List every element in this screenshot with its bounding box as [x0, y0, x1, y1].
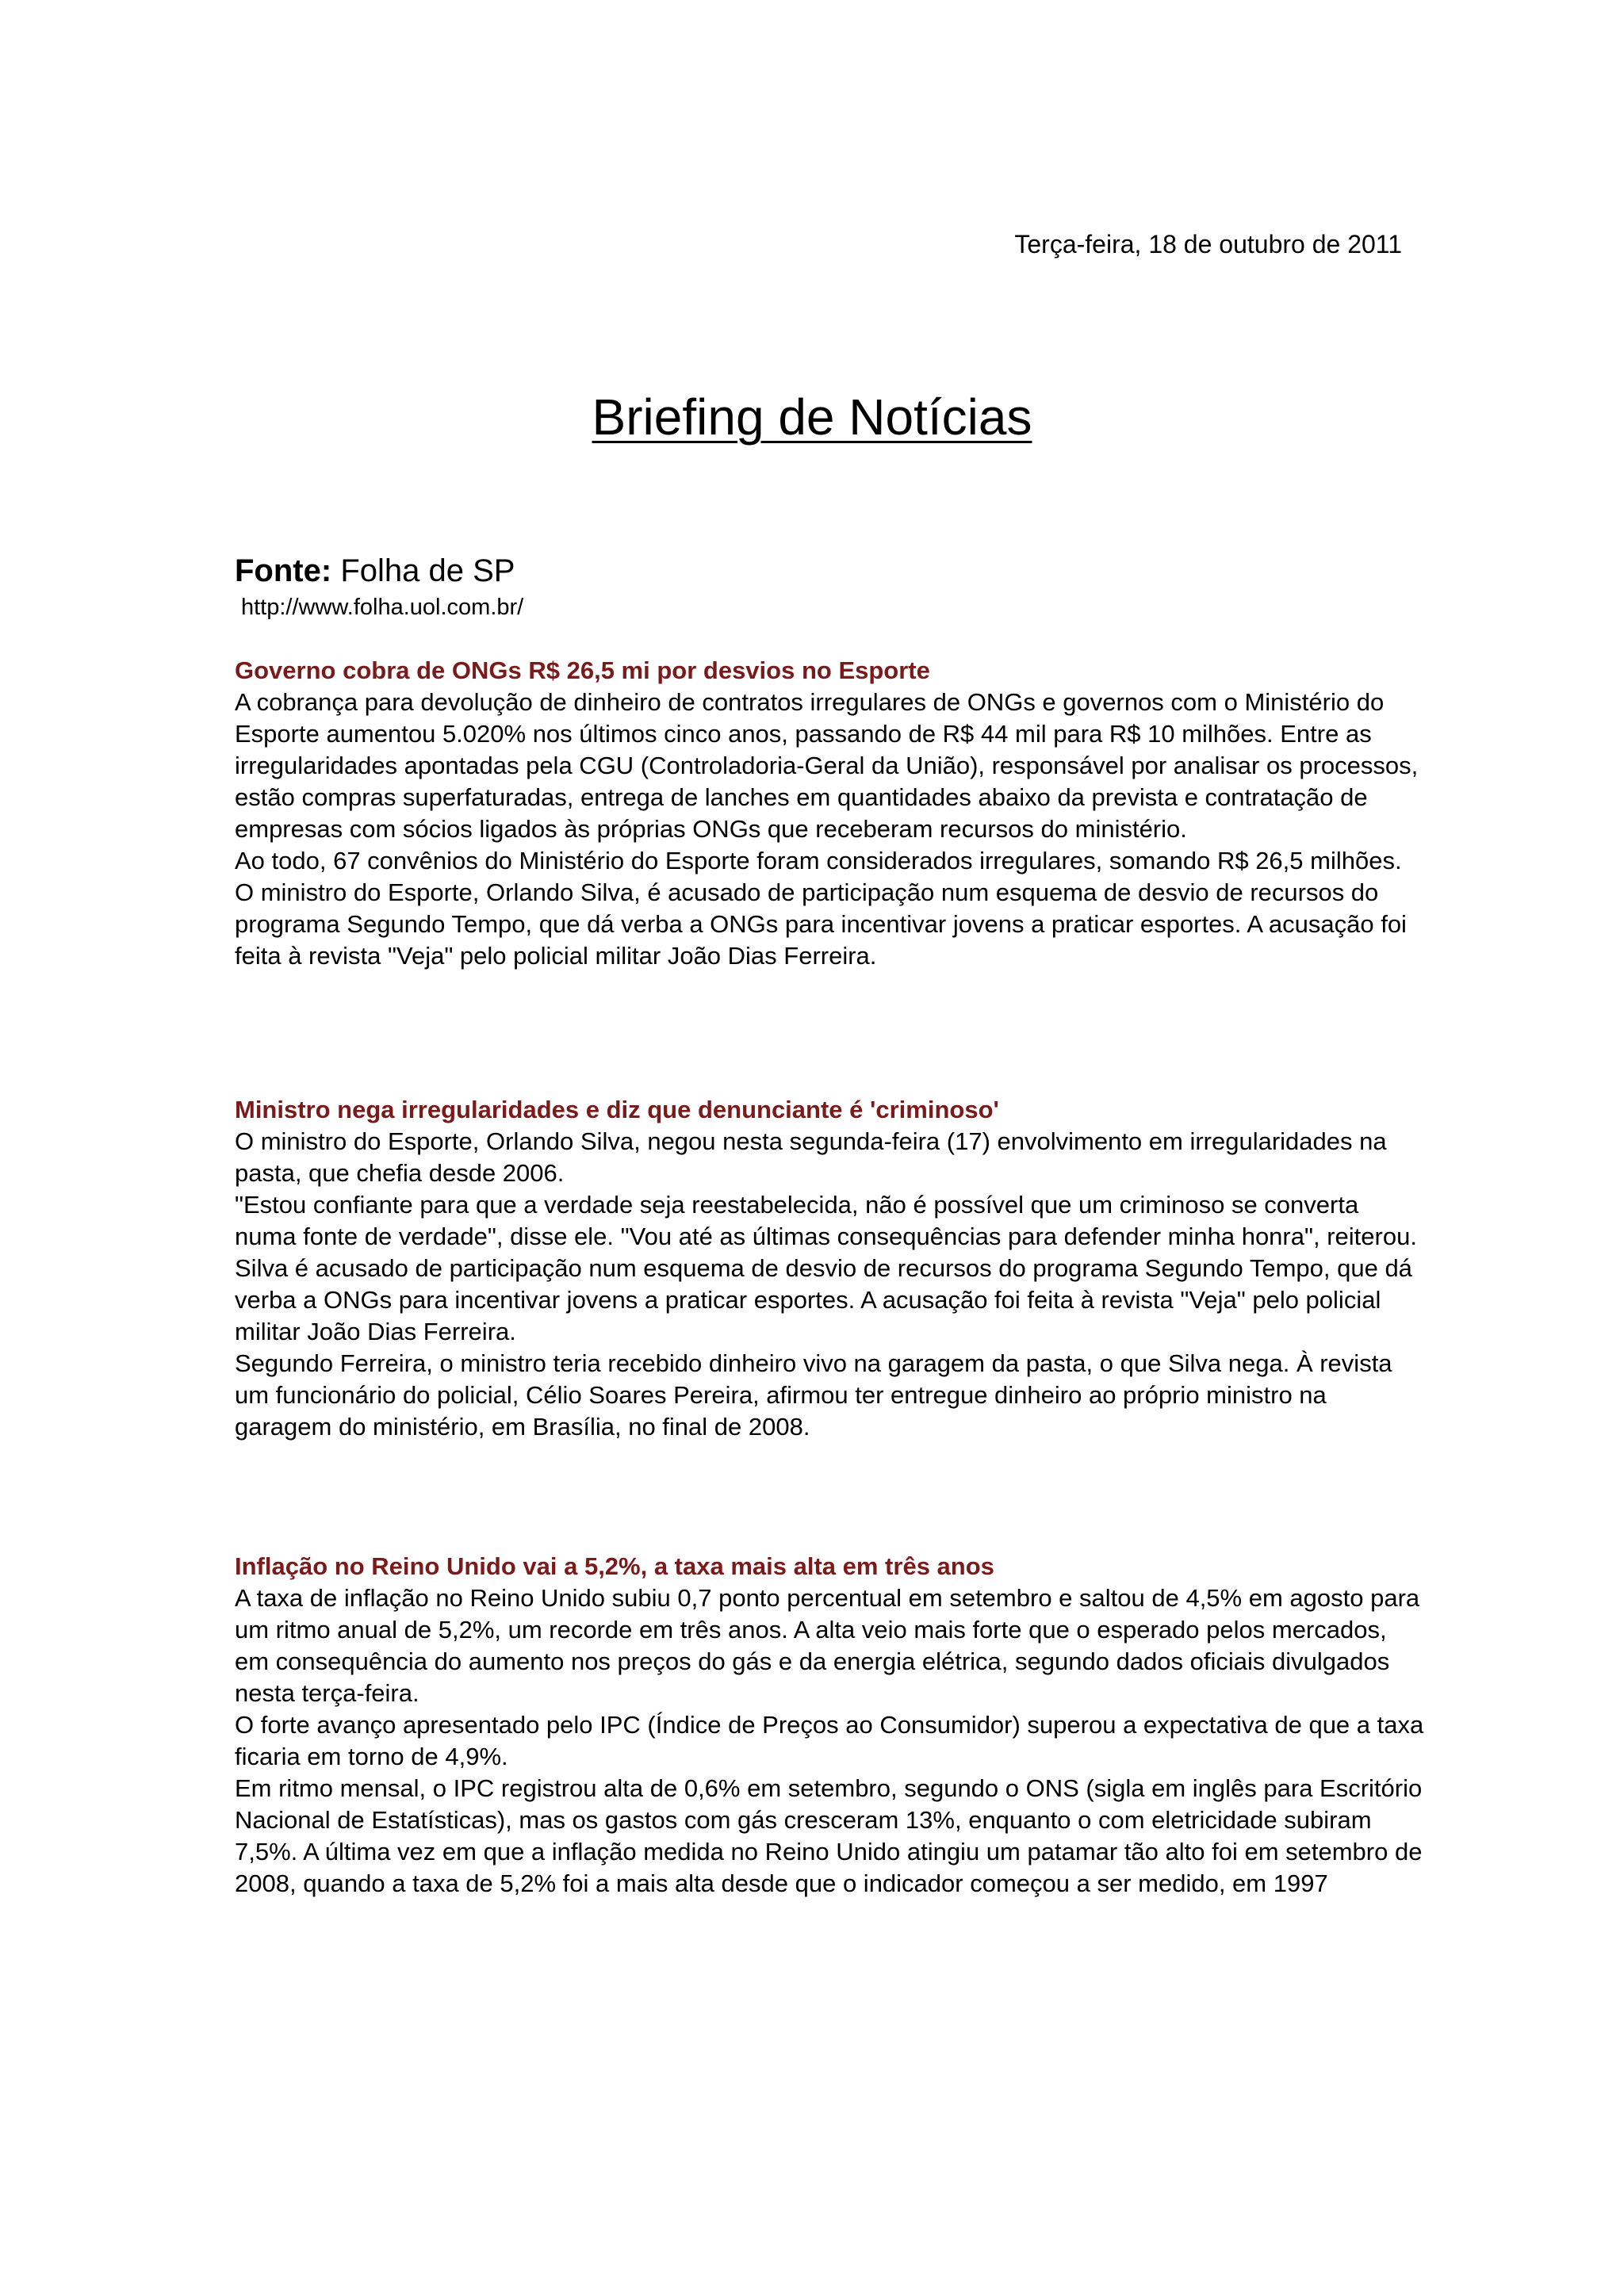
article-paragraph: O ministro do Esporte, Orlando Silva, é acusado de participação num esquema de desvio de recursos do programa Segundo Tempo, que dá verba a ONGs para incentivar jovens a praticar esportes. A acusação foi feita à revista "Veja" pelo policial militar João Dias Ferreira. [235, 878, 1407, 970]
article-headline: Ministro nega irregularidades e diz que denunciante é 'criminoso' [235, 1096, 999, 1123]
article-paragraph: A cobrança para devolução de dinheiro de contratos irregulares de ONGs e governos com o Ministério do Esporte aumentou 5.020% nos últimos cinco anos, passando de R$ 44 mil para R$ 10 milhões. Entre as irregularidades apontadas pela CGU (Controladoria-Geral da União), responsável por analisar os processos, estão compras superfaturadas, entrega de lanches em quantidades abaixo da prevista e contratação de empresas com sócios ligados às próprias ONGs que receberam recursos do ministério. [235, 688, 1419, 843]
article-paragraph: Segundo Ferreira, o ministro teria recebido dinheiro vivo na garagem da pasta, o que Silva nega. À revista um funcionário do policial, Célio Soares Pereira, afirmou ter entregue dinheiro ao próprio ministro na garagem do ministério, em Brasília, no final de 2008. [235, 1349, 1392, 1441]
article-headline: Governo cobra de ONGs R$ 26,5 mi por desvios no Esporte [235, 656, 930, 684]
source-name: Folha de SP [340, 553, 515, 588]
article-paragraph: A taxa de inflação no Reino Unido subiu 0,7 ponto percentual em setembro e saltou de 4,5% em agosto para um ritmo anual de 5,2%, um recorde em três anos. A alta veio mais forte que o esperado pelos mercados, em consequência do aumento nos preços do gás e da energia elétrica, segundo dados oficiais divulgados nesta terça-feira. [235, 1584, 1420, 1707]
article-inflacao-reino-unido [235, 1551, 1424, 1900]
source-label: Fonte: [235, 553, 332, 588]
article-paragraph: O forte avanço apresentado pelo IPC (Índice de Preços ao Consumidor) superou a expectativa de que a taxa ficaria em torno de 4,9%. [235, 1711, 1424, 1770]
article-paragraph: Em ritmo mensal, o IPC registrou alta de 0,6% em setembro, segundo o ONS (sigla em inglês para Escritório Nacional de Estatísticas), mas os gastos com gás cresceram 13%, enquanto o com eletricidade subiram 7,5%. A última vez em que a inflação medida no Reino Unido atingiu um patamar tão alto foi em setembro de 2008, quando a taxa de 5,2% foi a mais alta desde que o indicador começou a ser medido, em 1997 [235, 1774, 1423, 1897]
article-ministro-nega [235, 1094, 1424, 1443]
article-paragraph: Silva é acusado de participação num esquema de desvio de recursos do programa Segundo Tempo, que dá verba a ONGs para incentivar jovens a praticar esportes. A acusação foi feita à revista "Veja" pelo policial militar João Dias Ferreira. [235, 1254, 1412, 1345]
article-paragraph: "Estou confiante para que a verdade seja reestabelecida, não é possível que um criminoso se converta numa fonte de verdade", disse ele. "Vou até as últimas consequências para defender minha honra", reiterou. [235, 1191, 1417, 1250]
article-headline: Inflação no Reino Unido vai a 5,2%, a taxa mais alta em três anos [235, 1552, 994, 1580]
source-url: http://www.folha.uol.com.br/ [241, 595, 524, 620]
article-governo-ongs [235, 655, 1424, 972]
article-paragraph: Ao todo, 67 convênios do Ministério do Esporte foram considerados irregulares, somando R$ 26,5 milhões. [235, 847, 1402, 874]
document-date: Terça-feira, 18 de outubro de 2011 [1014, 230, 1402, 258]
document-title: Briefing de Notícias [592, 388, 1032, 446]
source-line [235, 552, 515, 590]
article-paragraph: O ministro do Esporte, Orlando Silva, negou nesta segunda-feira (17) envolvimento em irregularidades na pasta, que chefia desde 2006. [235, 1127, 1387, 1187]
